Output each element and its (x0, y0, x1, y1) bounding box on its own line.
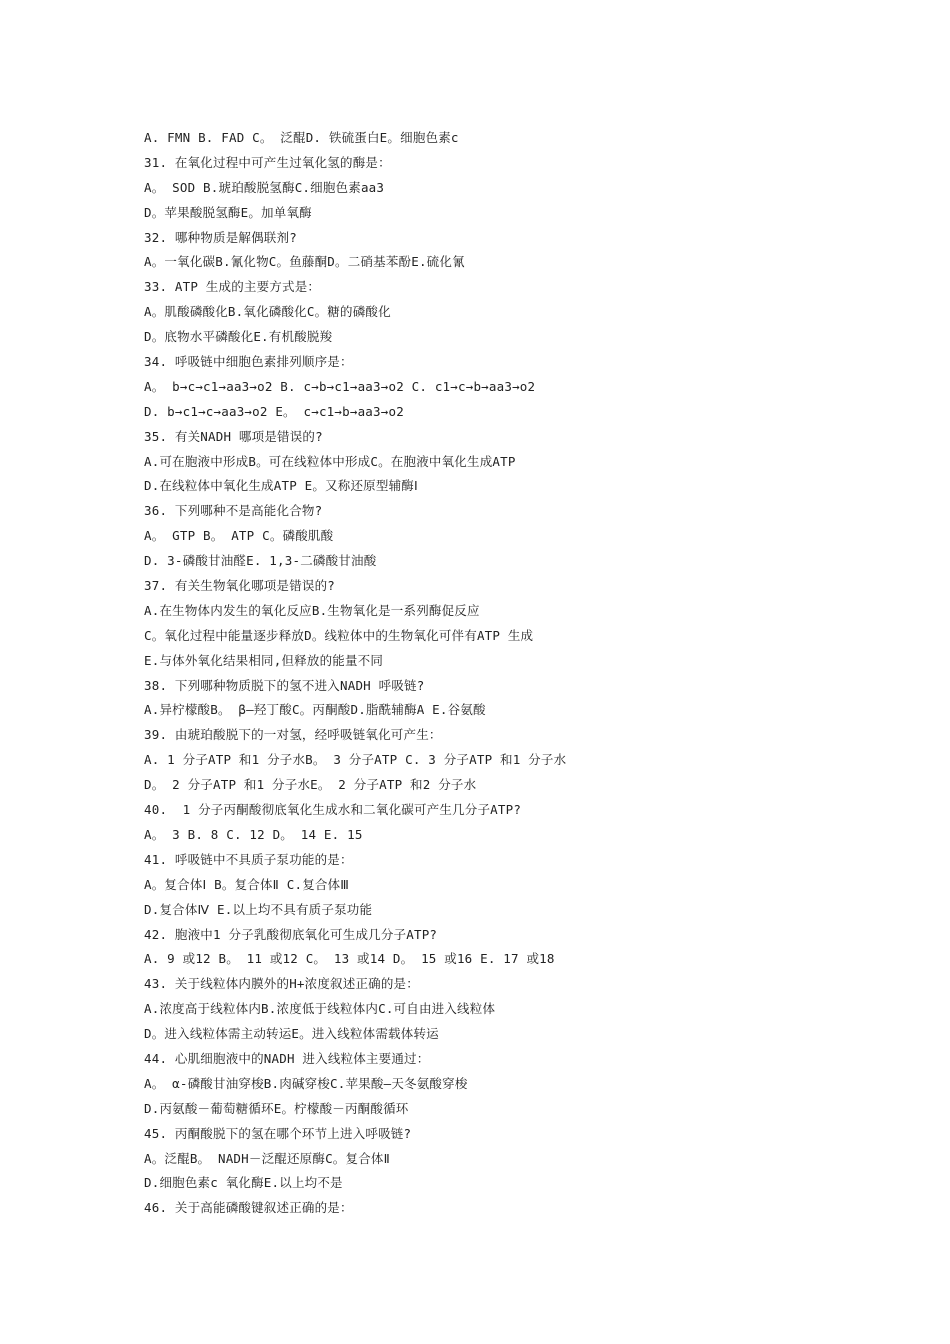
question-line: 46. 关于高能磷酸键叙述正确的是： (144, 1200, 353, 1216)
question-line: 35. 有关NADH 哪项是错误的? (144, 428, 323, 444)
text-line: A.异柠檬酸B。 β—羟丁酸C。丙酮酸D.脂酰辅酶A E.谷氨酸 (144, 702, 486, 718)
text-line: A。泛醌B。 NADH－泛醌还原酶C。复合体Ⅱ (144, 1150, 390, 1166)
text-line: A。 SOD B.琥珀酸脱氢酶C.细胞色素aa3 (144, 179, 385, 195)
text-line: A.浓度高于线粒体内B.浓度低于线粒体内C.可自由进入线粒体 (144, 1001, 496, 1017)
text-line: D.复合体Ⅳ E.以上均不具有质子泵功能 (144, 901, 373, 917)
text-line: D。苹果酸脱氢酶E。加单氧酶 (144, 204, 312, 220)
text-line: A. 1 分子ATP 和1 分子水B。 3 分子ATP C. 3 分子ATP 和1 分子水 (144, 752, 567, 768)
question-line: 43. 关于线粒体内膜外的H+浓度叙述正确的是： (144, 976, 419, 992)
text-line: D.在线粒体中氧化生成ATP E。又称还原型辅酶Ⅰ (144, 478, 418, 494)
question-line: 44. 心肌细胞液中的NADH 进入线粒体主要通过： (144, 1050, 430, 1066)
text-line: D。进入线粒体需主动转运E。进入线粒体需载体转运 (144, 1026, 439, 1042)
text-line: A. 9 或12 B。 11 或12 C。 13 或14 D。 15 或16 E. 17 或18 (144, 951, 555, 967)
text-line: D. 3-磷酸甘油醛E. 1,3-二磷酸甘油酸 (144, 553, 377, 569)
text-line: A。复合体Ⅰ B。复合体Ⅱ C.复合体Ⅲ (144, 876, 350, 892)
text-line: A。 b→c→c1→aa3→o2 B. c→b→c1→aa3→o2 C. c1→c→b→aa3→o2 (144, 378, 536, 394)
question-line: 32. 哪种物质是解偶联剂? (144, 229, 297, 245)
text-line: A. FMN B. FAD C。 泛醌D. 铁硫蛋白E。细胞色素c (144, 130, 459, 145)
text-line: E.与体外氧化结果相同,但释放的能量不同 (144, 652, 384, 668)
text-line: D.丙氨酸－葡萄糖循环E。柠檬酸－丙酮酸循环 (144, 1100, 409, 1116)
question-line: 36. 下列哪种不是高能化合物? (144, 503, 323, 519)
question-line: 39. 由琥珀酸脱下的一对氢，经呼吸链氧化可产生： (144, 727, 442, 743)
text-line: D。底物水平磷酸化E.有机酸脱羧 (144, 329, 333, 345)
question-line: 31. 在氧化过程中可产生过氧化氢的酶是： (144, 154, 391, 170)
question-line: 40. 1 分子丙酮酸彻底氧化生成水和二氧化碳可产生几分子ATP? (144, 802, 522, 818)
text-line: A。 GTP B。 ATP C。磷酸肌酸 (144, 528, 334, 544)
question-line: 41. 呼吸链中不具质子泵功能的是： (144, 851, 353, 867)
text-line: A。肌酸磷酸化B.氧化磷酸化C。糖的磷酸化 (144, 304, 391, 320)
text-line: D.细胞色素c 氧化酶E.以上均不是 (144, 1175, 343, 1191)
text-line: A。 α-磷酸甘油穿梭B.肉碱穿梭C.苹果酸—天冬氨酸穿梭 (144, 1075, 468, 1091)
text-line: A。 3 B. 8 C. 12 D。 14 E. 15 (144, 826, 363, 842)
text-line: A.可在胞液中形成B。可在线粒体中形成C。在胞液中氧化生成ATP (144, 453, 516, 469)
document-body (144, 126, 864, 1221)
question-line: 38. 下列哪种物质脱下的氢不进入NADH 呼吸链? (144, 677, 425, 693)
question-line: 34. 呼吸链中细胞色素排列顺序是： (144, 354, 353, 370)
text-line: C。氧化过程中能量逐步释放D。线粒体中的生物氧化可伴有ATP 生成 (144, 627, 534, 643)
text-line: D。 2 分子ATP 和1 分子水E。 2 分子ATP 和2 分子水 (144, 777, 477, 793)
text-line: A.在生物体内发生的氧化反应B.生物氧化是一系列酶促反应 (144, 602, 480, 618)
question-line: 42. 胞液中1 分子乳酸彻底氧化可生成几分子ATP? (144, 926, 438, 942)
question-line: 37. 有关生物氧化哪项是错误的? (144, 578, 336, 594)
text-line: D. b→c1→c→aa3→o2 E。 c→c1→b→aa3→o2 (144, 403, 404, 419)
question-line: 45. 丙酮酸脱下的氢在哪个环节上进入呼吸链? (144, 1125, 412, 1141)
question-line: 33. ATP 生成的主要方式是： (144, 279, 321, 295)
text-line: A。一氧化碳B.氰化物C。鱼藤酮D。二硝基苯酚E.硫化氰 (144, 254, 465, 270)
